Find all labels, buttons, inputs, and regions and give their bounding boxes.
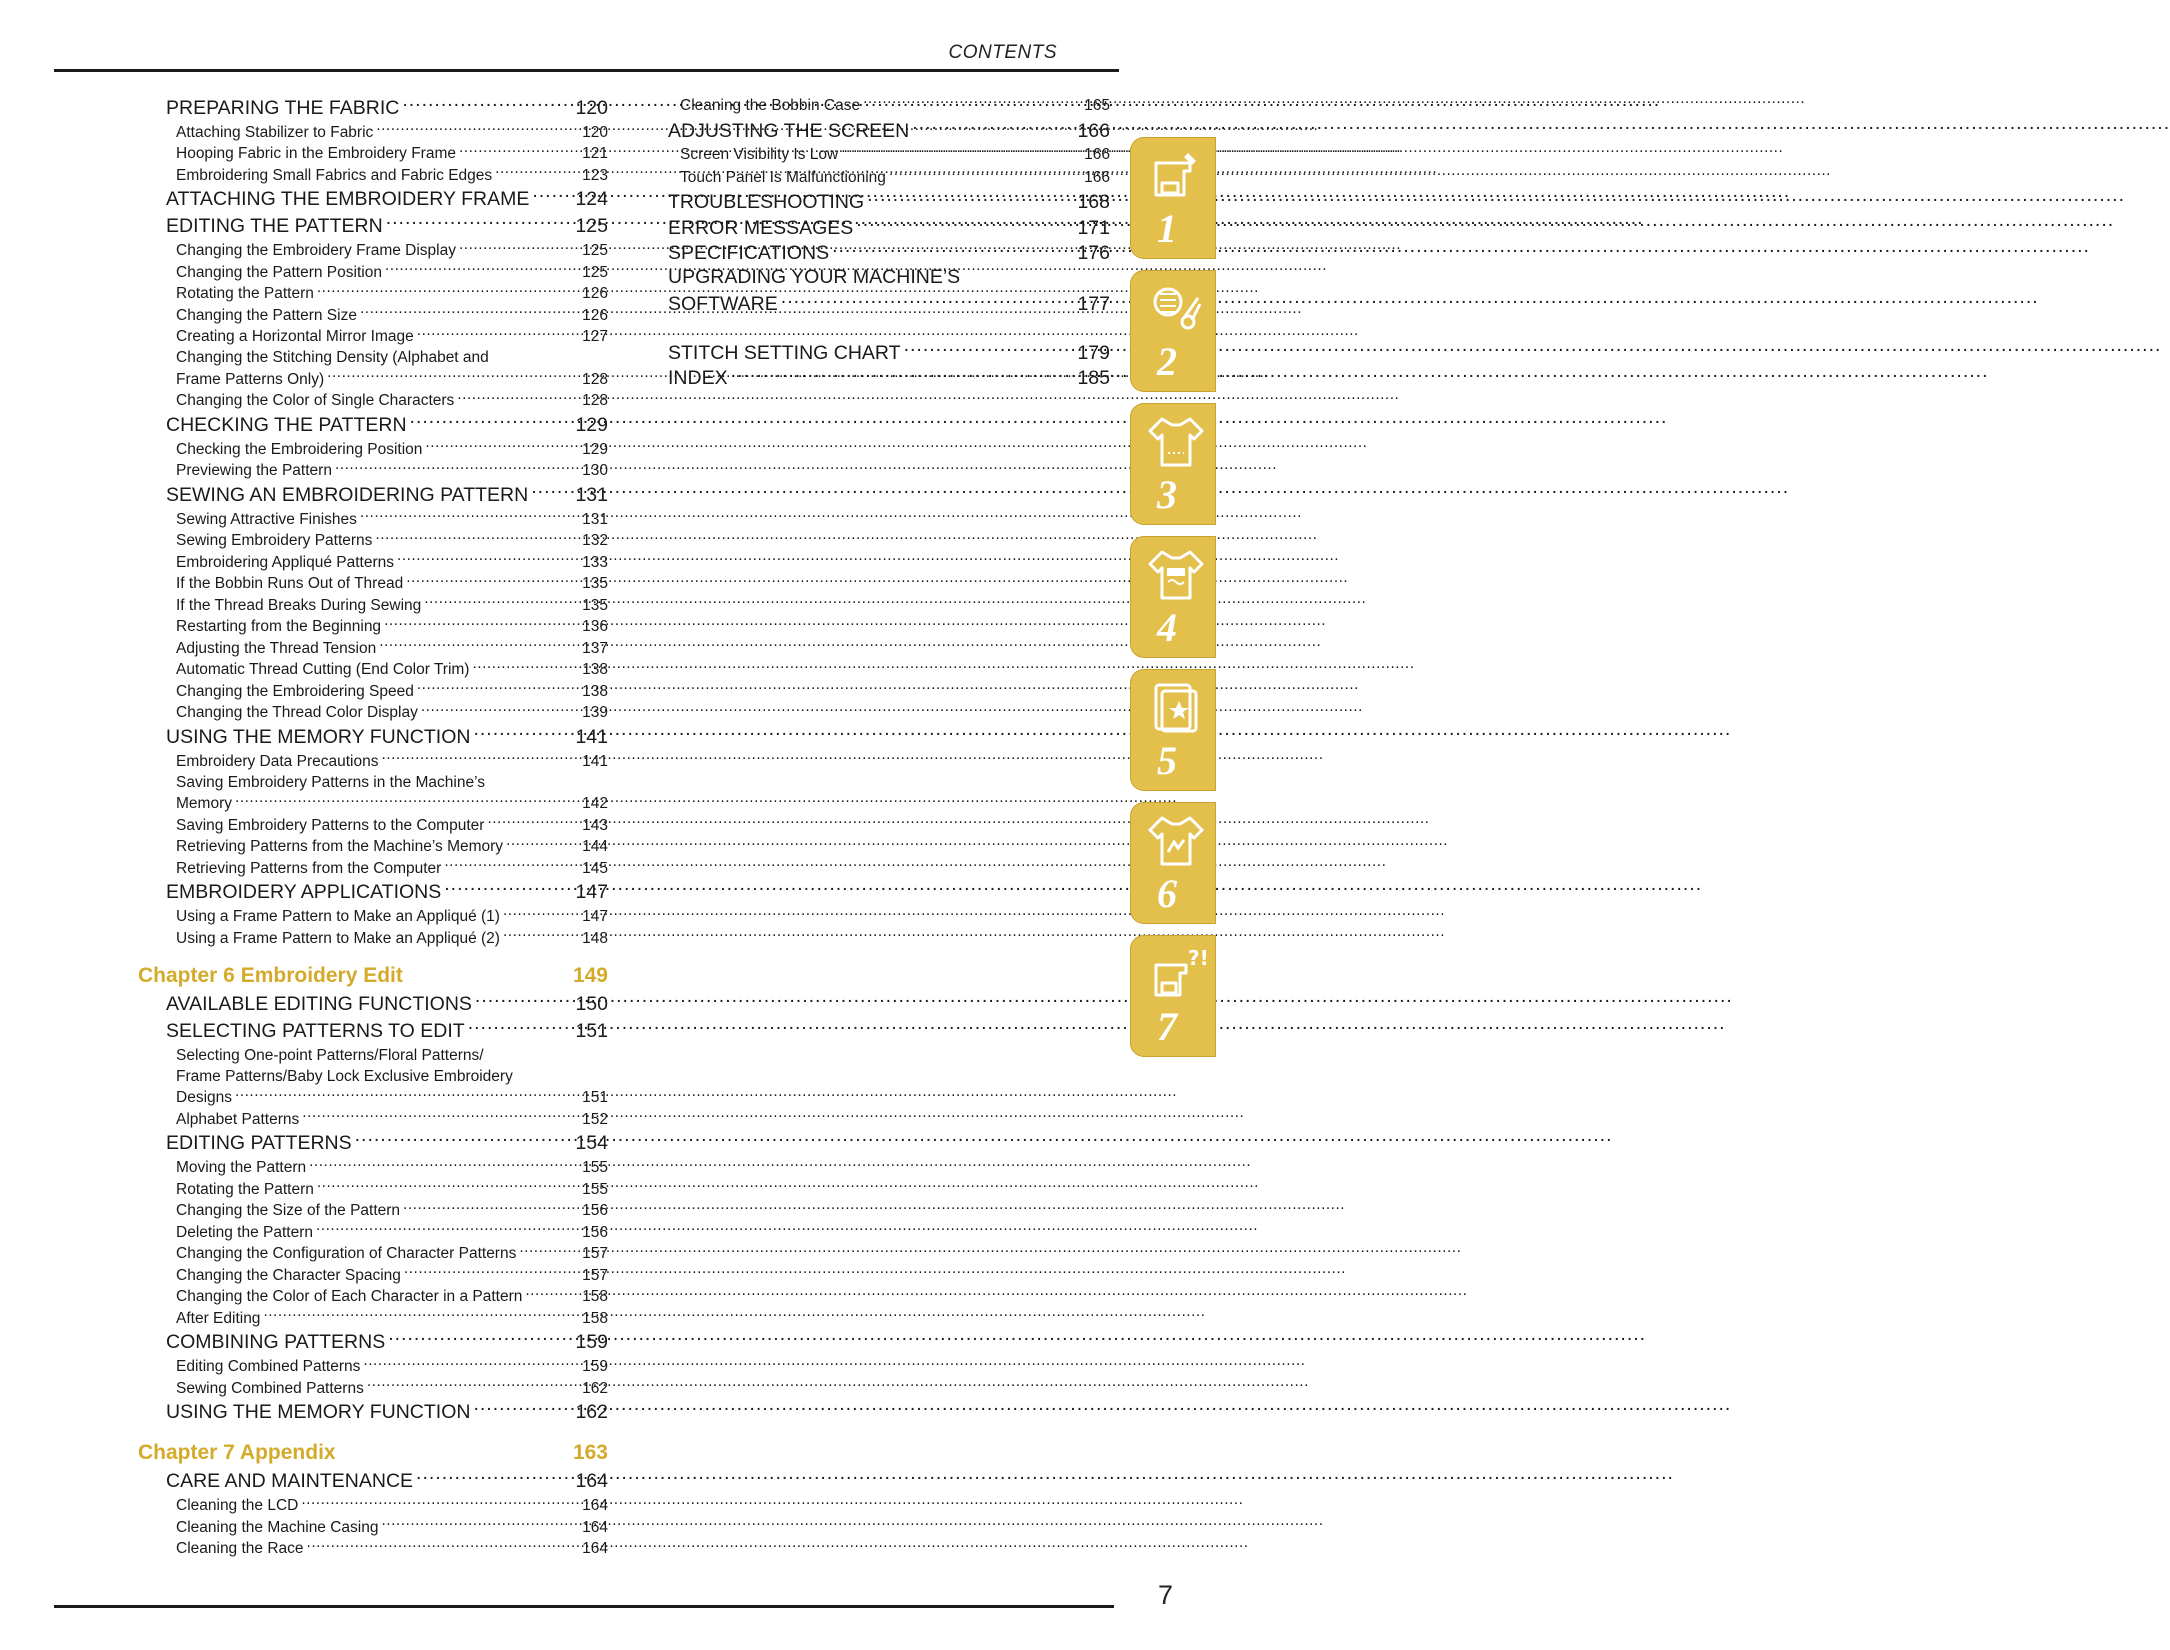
toc-entry-line[interactable]: Changing the Stitching Density (Alphabet and <box>176 349 489 366</box>
chapter-tab-2[interactable] <box>1130 270 1216 392</box>
dot-leader <box>384 616 579 632</box>
dot-leader <box>360 508 579 524</box>
dot-leader <box>402 94 572 114</box>
entry-title: Changing the Thread Color Display <box>176 704 418 721</box>
entry-title: Cleaning the Bobbin Case <box>680 97 861 114</box>
entry-title: Alphabet Patterns <box>176 1110 300 1128</box>
entry-title: Using a Frame Pattern to Make an Appliqué (2) <box>176 929 500 947</box>
entry-title: Embroidering Small Fabrics and Fabric Edges <box>176 166 493 184</box>
dot-leader <box>506 836 579 852</box>
chapter-page: 149 <box>572 963 608 987</box>
entry-page: 139 <box>582 704 608 721</box>
top-rule <box>54 69 1119 72</box>
dot-leader <box>388 1329 572 1349</box>
entry-page: 158 <box>582 1288 608 1305</box>
entry-page: 129 <box>582 440 608 458</box>
bottom-rule <box>54 1605 1114 1608</box>
entry-title: Editing Combined Patterns <box>176 1358 361 1375</box>
header-label: CONTENTS <box>948 42 1057 63</box>
chapter-tab-7[interactable] <box>1130 935 1216 1057</box>
entry-page: 158 <box>582 1309 608 1327</box>
entry-title: Moving the Pattern <box>176 1159 307 1176</box>
entry-page: 135 <box>582 575 608 592</box>
entry-title: Attaching Stabilizer to Fabric <box>176 123 374 141</box>
entry-title: Sewing Embroidery Patterns <box>176 532 373 549</box>
dot-leader <box>832 240 1074 260</box>
dot-leader <box>406 573 579 589</box>
entry-page: 120 <box>582 123 608 141</box>
toc-subsection[interactable] <box>138 1538 608 1560</box>
entry-page: 126 <box>582 306 608 324</box>
entry-title: Sewing Attractive Finishes <box>176 510 357 528</box>
entry-page: 150 <box>575 993 608 1015</box>
entry-page: 166 <box>1084 145 1110 163</box>
entry-page: 135 <box>582 596 608 614</box>
toc-section[interactable] <box>138 1018 608 1045</box>
entry-page: 185 <box>1077 367 1110 389</box>
entry-page: 141 <box>575 725 608 748</box>
entry-page: 151 <box>582 1089 608 1106</box>
entry-page: 144 <box>582 838 608 855</box>
dot-leader <box>309 1157 579 1173</box>
toc-section[interactable] <box>668 291 1110 317</box>
shirt-stitch-icon <box>1148 413 1204 469</box>
dot-leader <box>863 95 1081 111</box>
dot-leader <box>403 1200 579 1216</box>
chapter-tab-5[interactable] <box>1130 669 1216 791</box>
entry-title: Embroidering Appliqué Patterns <box>176 553 394 571</box>
dot-leader <box>410 411 573 431</box>
entry-page: 124 <box>575 188 608 210</box>
entry-page: 162 <box>582 1379 608 1397</box>
entry-page: 145 <box>582 859 608 877</box>
entry-title: Changing the Color of Single Characters <box>176 392 455 409</box>
entry-page: 151 <box>575 1020 608 1042</box>
entry-page: 166 <box>1084 168 1110 186</box>
entry-page: 128 <box>582 370 608 388</box>
dot-leader <box>912 117 1074 137</box>
entry-title: EMBROIDERY APPLICATIONS <box>166 881 442 903</box>
dot-leader <box>417 680 579 696</box>
dot-leader <box>317 1178 579 1194</box>
entry-title: Deleting the Pattern <box>176 1223 314 1241</box>
entry-title: ATTACHING THE EMBROIDERY FRAME <box>166 188 530 210</box>
entry-page: 121 <box>582 145 608 162</box>
sewing-machine-icon <box>1148 147 1204 203</box>
toc-left-column <box>138 94 608 1559</box>
dot-leader <box>381 1516 579 1532</box>
toc-subsection[interactable] <box>138 750 608 772</box>
entry-page: 176 <box>1077 242 1110 264</box>
thread-scissors-icon <box>1148 280 1204 336</box>
chapter-tab-number: 1 <box>1157 206 1177 251</box>
entry-title: Hooping Fabric in the Embroidery Frame <box>176 145 456 162</box>
entry-page: 131 <box>575 483 608 506</box>
dot-leader <box>503 927 579 943</box>
toc-entry-line[interactable]: Saving Embroidery Patterns in the Machine’s <box>176 773 486 791</box>
entry-title: Touch Panel Is Malfunctioning <box>680 168 886 186</box>
entry-title: Changing the Color of Each Character in a Pattern <box>176 1288 523 1305</box>
dot-leader <box>416 1468 572 1488</box>
entry-title: Changing the Embroidery Frame Display <box>176 242 456 259</box>
dot-leader <box>307 1538 580 1554</box>
toc-right-column <box>668 94 1110 390</box>
dot-leader <box>404 1264 579 1280</box>
entry-page: 138 <box>582 682 608 700</box>
entry-page: 157 <box>582 1266 608 1284</box>
entry-page: 147 <box>582 908 608 925</box>
toc-entry-line[interactable]: Frame Patterns/Baby Lock Exclusive Embroidery <box>176 1067 513 1085</box>
dot-leader <box>379 637 579 653</box>
entry-page: 171 <box>1077 216 1110 239</box>
dot-leader <box>503 906 579 922</box>
chapter-tab-6[interactable] <box>1130 802 1216 924</box>
entry-title: Embroidery Data Precautions <box>176 752 379 770</box>
entry-page: 132 <box>582 532 608 549</box>
dot-leader <box>397 551 579 567</box>
entry-title: Screen Visibility Is Low <box>680 145 839 163</box>
dot-leader <box>459 240 579 256</box>
entry-title: Sewing Combined Patterns <box>176 1379 364 1397</box>
entry-title: Changing the Embroidering Speed <box>176 682 414 700</box>
entry-page: 154 <box>575 1132 608 1154</box>
entry-title: Cleaning the LCD <box>176 1497 299 1514</box>
chapter-tab-number: 6 <box>1157 871 1177 916</box>
entry-title: SOFTWARE <box>668 293 778 315</box>
entry-title: Frame Patterns Only) <box>176 370 325 388</box>
dot-leader <box>459 143 579 159</box>
chapter-page: 163 <box>572 1440 608 1464</box>
entry-page: 177 <box>1077 293 1110 315</box>
machine-help-icon <box>1148 945 1209 1001</box>
dot-leader <box>386 213 573 233</box>
dot-leader <box>532 186 572 206</box>
chapter-title: Chapter 7 Appendix <box>138 1440 336 1464</box>
entry-title: ADJUSTING THE SCREEN <box>668 119 910 142</box>
entry-title: Memory <box>176 795 232 812</box>
entry-title: Changing the Pattern Size <box>176 306 357 324</box>
entry-page: 156 <box>582 1202 608 1219</box>
entry-title: Restarting from the Beginning <box>176 618 382 635</box>
dot-leader <box>525 1286 579 1302</box>
dot-leader <box>904 339 1075 359</box>
dot-leader <box>381 750 579 766</box>
entry-title: EDITING THE PATTERN <box>166 215 383 237</box>
dot-leader <box>385 261 579 277</box>
toc-entry-line[interactable]: UPGRADING YOUR MACHINE’S <box>668 266 961 288</box>
entry-title: Cleaning the Race <box>176 1540 304 1557</box>
shirt-embroidery-icon <box>1148 812 1204 868</box>
entry-title: SPECIFICATIONS <box>668 242 830 264</box>
entry-page: 164 <box>582 1540 608 1557</box>
dot-leader <box>355 1130 573 1150</box>
entry-title: Changing the Pattern Position <box>176 263 382 281</box>
entry-page: 125 <box>575 215 608 237</box>
dot-leader <box>856 214 1074 234</box>
toc-subsection[interactable] <box>138 326 608 348</box>
entry-title: Changing the Size of the Pattern <box>176 1202 401 1219</box>
entry-page: 131 <box>582 510 608 528</box>
entry-page: 120 <box>575 96 608 119</box>
entry-page: 126 <box>582 285 608 302</box>
dot-leader <box>531 481 572 501</box>
entry-page: 125 <box>582 242 608 259</box>
entry-page: 166 <box>1077 119 1110 142</box>
entry-page: 155 <box>582 1180 608 1198</box>
chapter-tab-1[interactable] <box>1130 137 1216 259</box>
toc-section[interactable] <box>138 1399 608 1426</box>
entry-page: 164 <box>582 1497 608 1514</box>
entry-title: After Editing <box>176 1309 261 1327</box>
chapter-tabs <box>1130 137 1216 1068</box>
entry-page: 162 <box>575 1401 608 1423</box>
entry-page: 133 <box>582 553 608 571</box>
dot-leader <box>731 365 1075 385</box>
entry-title: Changing the Configuration of Character Patterns <box>176 1245 517 1262</box>
chapter-tab-4[interactable] <box>1130 536 1216 658</box>
entry-page: 159 <box>582 1358 608 1375</box>
entry-page: 164 <box>582 1518 608 1536</box>
entry-page: 155 <box>582 1159 608 1176</box>
chapter-title: Chapter 6 Embroidery Edit <box>138 963 403 987</box>
dot-leader <box>444 879 572 899</box>
chapter-tab-number: 7 <box>1157 1004 1177 1049</box>
entry-title: STITCH SETTING CHART <box>668 341 901 364</box>
entry-title: Designs <box>176 1089 232 1106</box>
svg-text:?!: ?! <box>1188 946 1209 970</box>
dot-leader <box>487 814 579 830</box>
dot-leader <box>301 1495 579 1511</box>
dot-leader <box>235 793 579 809</box>
entry-page: 142 <box>582 795 608 812</box>
entry-page: 152 <box>582 1110 608 1128</box>
entry-title: Cleaning the Machine Casing <box>176 1518 379 1536</box>
entry-title: CARE AND MAINTENANCE <box>166 1470 414 1492</box>
entry-page: 125 <box>582 263 608 281</box>
dot-leader <box>417 326 579 342</box>
entry-page: 179 <box>1077 341 1110 364</box>
entry-page: 156 <box>582 1223 608 1241</box>
entry-title: Creating a Horizontal Mirror Image <box>176 328 414 345</box>
entry-page: 168 <box>1077 191 1110 213</box>
entry-page: 137 <box>582 639 608 657</box>
chapter-tab-number: 4 <box>1157 605 1177 650</box>
entry-page: 147 <box>575 881 608 903</box>
dot-leader <box>316 1221 579 1237</box>
entry-page: 136 <box>582 618 608 635</box>
entry-title: INDEX <box>668 367 728 389</box>
entry-title: SELECTING PATTERNS TO EDIT <box>166 1020 465 1042</box>
dot-leader <box>425 438 579 454</box>
dot-leader <box>889 166 1081 182</box>
entry-title: USING THE MEMORY FUNCTION <box>166 1401 471 1423</box>
toc-section[interactable] <box>668 365 1110 391</box>
entry-title: TROUBLESHOOTING <box>668 191 865 213</box>
entry-title: USING THE MEMORY FUNCTION <box>166 725 471 748</box>
entry-title: Saving Embroidery Patterns to the Computer <box>176 816 485 834</box>
dot-leader <box>424 594 579 610</box>
dot-leader <box>473 723 572 743</box>
entry-title: SEWING AN EMBROIDERING PATTERN <box>166 483 529 506</box>
entry-page: 138 <box>582 661 608 678</box>
entry-page: 127 <box>582 328 608 345</box>
dot-leader <box>475 991 573 1011</box>
entry-title: AVAILABLE EDITING FUNCTIONS <box>166 993 472 1015</box>
dot-leader <box>363 1356 579 1372</box>
dot-leader <box>519 1243 579 1259</box>
chapter-tab-number: 5 <box>1157 738 1177 783</box>
entry-page: 148 <box>582 929 608 947</box>
entry-page: 129 <box>575 413 608 436</box>
entry-title: Rotating the Pattern <box>176 1180 314 1198</box>
entry-page: 165 <box>1084 97 1110 114</box>
entry-title: Adjusting the Thread Tension <box>176 639 377 657</box>
page-number: 7 <box>1158 1580 1174 1610</box>
entry-page: 130 <box>582 462 608 479</box>
dot-leader <box>375 530 579 546</box>
dot-leader <box>841 143 1081 159</box>
entry-page: 159 <box>575 1331 608 1353</box>
entry-title: Retrieving Patterns from the Computer <box>176 859 442 877</box>
dot-leader <box>468 1018 573 1038</box>
dot-leader <box>376 121 579 137</box>
dot-leader <box>235 1087 579 1103</box>
entry-page: 141 <box>582 752 608 770</box>
chapter-tab-number: 3 <box>1157 472 1177 517</box>
chapter-tab-3[interactable] <box>1130 403 1216 525</box>
entry-title: Checking the Embroidering Position <box>176 440 423 458</box>
entry-title: If the Thread Breaks During Sewing <box>176 596 422 614</box>
dot-leader <box>327 368 579 384</box>
shirt-character-icon <box>1148 546 1204 602</box>
toc-subsection[interactable] <box>138 927 608 949</box>
dot-leader <box>317 283 579 299</box>
entry-page: 128 <box>582 392 608 409</box>
entry-page: 143 <box>582 816 608 834</box>
dot-leader <box>472 659 579 675</box>
entry-page: 123 <box>582 166 608 184</box>
chapter-tab-number: 2 <box>1157 339 1177 384</box>
dot-leader <box>781 291 1075 311</box>
dot-leader <box>867 189 1074 209</box>
entry-title: If the Bobbin Runs Out of Thread <box>176 575 404 592</box>
entry-title: CHECKING THE PATTERN <box>166 413 407 436</box>
entry-title: ERROR MESSAGES <box>668 216 854 239</box>
entry-page: 157 <box>582 1245 608 1262</box>
entry-title: Retrieving Patterns from the Machine’s Memory <box>176 838 504 855</box>
dot-leader <box>360 304 579 320</box>
embroidery-frame-icon <box>1148 679 1204 735</box>
entry-title: PREPARING THE FABRIC <box>166 96 400 119</box>
toc-section[interactable] <box>668 240 1110 266</box>
entry-title: EDITING PATTERNS <box>166 1132 352 1154</box>
entry-title: Previewing the Pattern <box>176 462 332 479</box>
entry-title: Changing the Character Spacing <box>176 1266 401 1284</box>
dot-leader <box>473 1399 572 1419</box>
entry-title: Automatic Thread Cutting (End Color Trim) <box>176 661 470 678</box>
entry-title: COMBINING PATTERNS <box>166 1331 386 1353</box>
entry-title: Rotating the Pattern <box>176 285 314 302</box>
entry-title: Using a Frame Pattern to Make an Appliqué (1) <box>176 908 500 925</box>
entry-page: 164 <box>575 1470 608 1492</box>
toc-entry-line[interactable]: Selecting One-point Patterns/Floral Patterns/ <box>176 1046 484 1064</box>
